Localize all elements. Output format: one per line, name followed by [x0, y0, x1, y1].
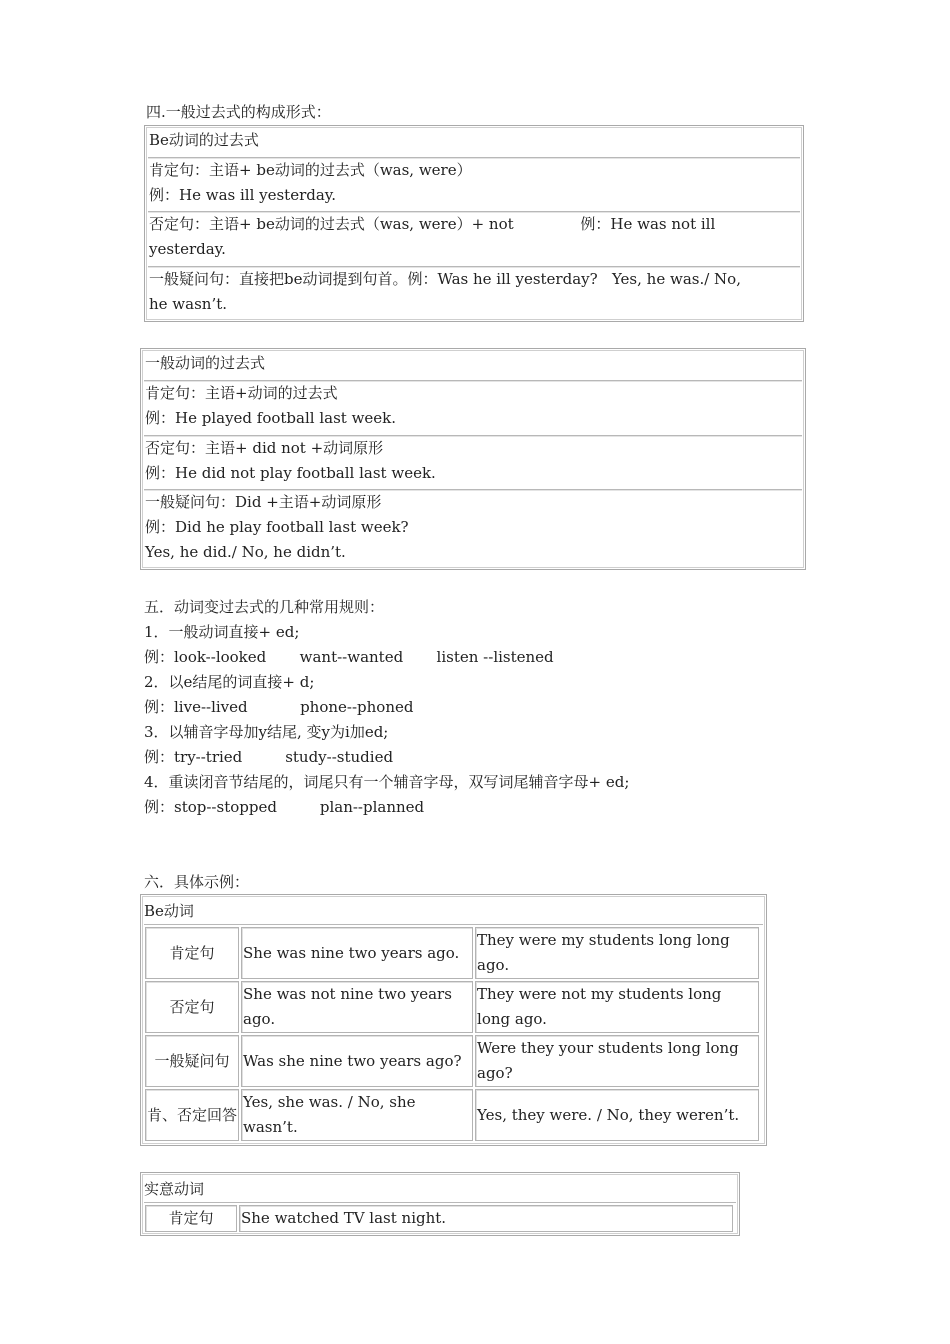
table-title-row	[144, 1176, 736, 1203]
she-example: Yes, she was. / No, she wasn’t.	[241, 1089, 473, 1141]
she-example: She was nine two years ago.	[241, 927, 473, 979]
row-line: Yes, he did./ No, he didn’t.	[145, 543, 346, 561]
example-line: 例：try--tried study--studied	[144, 748, 394, 766]
table-row	[145, 1205, 733, 1232]
affirmative-row	[144, 380, 802, 434]
row-line: 否定句：主语+ did not +动词原形	[145, 439, 384, 457]
they-example: They were my students long long ago.	[475, 927, 759, 979]
table-row	[145, 1035, 759, 1087]
row-label: 肯、否定回答	[145, 1089, 239, 1141]
table-title: 实意动词	[144, 1180, 205, 1198]
row-line: 例：He played football last week.	[145, 409, 397, 427]
they-example: Were they your students long long ago?	[475, 1035, 759, 1087]
rule-line: 1．一般动词直接+ ed;	[144, 623, 300, 641]
box-title: Be动词的过去式	[149, 131, 259, 149]
row-line: yesterday.	[149, 240, 226, 258]
row-line: 例：He was ill yesterday.	[149, 186, 337, 204]
she-example: She watched TV last night.	[239, 1205, 733, 1232]
row-line: 一般疑问句：直接把be动词提到句首。例：Was he ill yesterday? Yes, he was./ No,	[149, 270, 741, 288]
rule-line: 2．以e结尾的词直接+ d;	[144, 673, 315, 691]
question-row	[144, 489, 802, 567]
table-row	[145, 1089, 759, 1141]
row-line: 否定句：主语+ be动词的过去式（was, were）+ not 例：He was not ill	[149, 215, 716, 233]
table-title: Be动词	[144, 902, 194, 920]
example-line: 例：look--looked want--wanted listen --listened	[144, 648, 554, 666]
row-line: 一般疑问句：Did +主语+动词原形	[145, 493, 382, 511]
negative-row	[148, 211, 800, 265]
affirmative-row	[148, 157, 800, 211]
row-label: 否定句	[145, 981, 239, 1033]
row-line: 例：Did he play football last week?	[145, 518, 409, 536]
rule-line: 3．以辅音字母加y结尾, 变y为i加ed;	[144, 723, 389, 741]
section6-heading: 六．具体示例：	[144, 873, 250, 891]
row-label: 一般疑问句	[145, 1035, 239, 1087]
they-example: Yes, they were. / No, they weren’t.	[475, 1089, 759, 1141]
be-example-grid	[143, 925, 761, 1143]
row-label: 肯定句	[145, 927, 239, 979]
section4-heading: 四.一般过去式的构成形式：	[146, 103, 331, 121]
row-line: he wasn’t.	[149, 295, 228, 313]
example-line: 例：stop--stopped plan--planned	[144, 798, 425, 816]
box-title: 一般动词的过去式	[145, 354, 266, 372]
table-title-row	[144, 898, 763, 925]
section5-heading: 五．动词变过去式的几种常用规则：	[144, 598, 385, 616]
negative-row	[144, 435, 802, 489]
she-example: Was she nine two years ago?	[241, 1035, 473, 1087]
notional-verb-grid	[143, 1203, 735, 1234]
example-line: 例：live--lived phone--phoned	[144, 698, 414, 716]
be-example-table	[140, 894, 767, 1146]
verb-past-tense-box	[140, 348, 806, 570]
row-line: 肯定句：主语+动词的过去式	[145, 384, 338, 402]
table-row	[145, 981, 759, 1033]
section5	[144, 595, 629, 820]
box-title-row	[148, 128, 800, 156]
row-line: 例：He did not play football last week.	[145, 464, 436, 482]
box-title-row	[144, 351, 802, 379]
they-example: They were not my students long long ago.	[475, 981, 759, 1033]
question-row	[148, 266, 800, 320]
row-line: 肯定句：主语+ be动词的过去式（was, were）	[149, 161, 472, 179]
notional-verb-table	[140, 1172, 740, 1236]
table-row	[145, 927, 759, 979]
she-example: She was not nine two years ago.	[241, 981, 473, 1033]
row-label: 肯定句	[145, 1205, 237, 1232]
be-past-tense-box	[144, 125, 804, 322]
rule-line: 4．重读闭音节结尾的，词尾只有一个辅音字母，双写词尾辅音字母+ ed;	[144, 773, 630, 791]
